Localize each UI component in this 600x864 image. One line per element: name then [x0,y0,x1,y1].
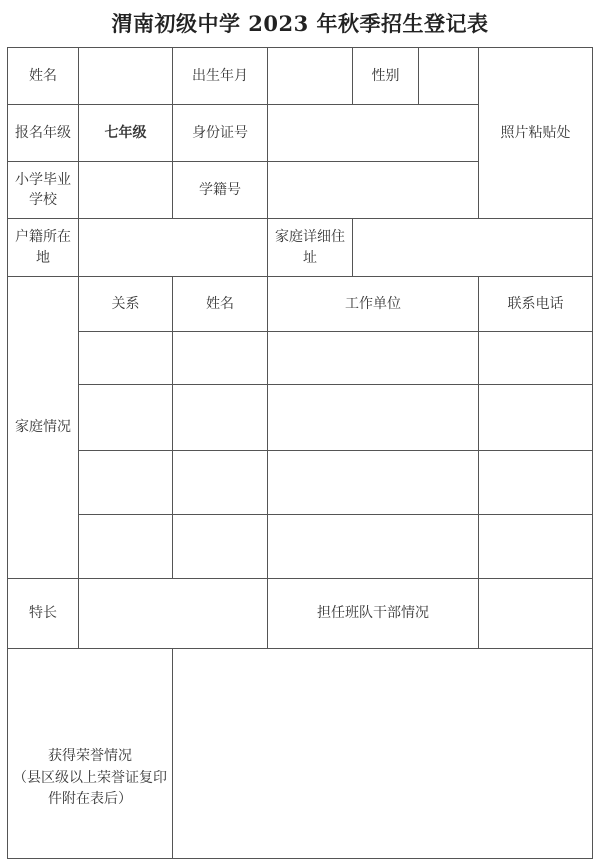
family-label: 家庭情况 [8,277,79,579]
id-number-field[interactable] [268,105,479,162]
family-cell[interactable] [79,332,173,385]
talent-label: 特长 [8,579,79,649]
family-cell[interactable] [173,451,268,515]
family-cell[interactable] [268,385,479,451]
id-number-label: 身份证号 [173,105,268,162]
birth-field[interactable] [268,48,353,105]
family-cell[interactable] [79,451,173,515]
family-cell[interactable] [268,515,479,579]
primary-school-label: 小学毕业学校 [8,162,79,219]
family-header-phone: 联系电话 [479,277,593,332]
talent-field[interactable] [79,579,268,649]
family-cell[interactable] [479,385,593,451]
hukou-field[interactable] [79,219,268,277]
gender-field[interactable] [419,48,479,105]
family-cell[interactable] [479,451,593,515]
grade-value: 七年级 [79,105,173,162]
gender-label: 性别 [353,48,419,105]
primary-school-field[interactable] [79,162,173,219]
photo-area: 照片粘贴处 [479,48,593,219]
family-cell[interactable] [268,451,479,515]
honors-label-cell [8,649,173,859]
family-cell[interactable] [79,515,173,579]
birth-label: 出生年月 [173,48,268,105]
family-header-relation: 关系 [79,277,173,332]
address-field[interactable] [353,219,593,277]
family-header-work: 工作单位 [268,277,479,332]
family-cell[interactable] [268,332,479,385]
family-cell[interactable] [173,385,268,451]
cadre-label: 担任班队干部情况 [268,579,479,649]
cadre-field[interactable] [479,579,593,649]
grade-label: 报名年级 [8,105,79,162]
registration-form-table [7,47,593,859]
family-cell[interactable] [479,332,593,385]
family-cell[interactable] [173,515,268,579]
name-label: 姓名 [8,48,79,105]
honors-field[interactable] [173,649,593,859]
student-no-label: 学籍号 [173,162,268,219]
family-cell[interactable] [479,515,593,579]
student-no-field[interactable] [268,162,479,219]
form-title: 渭南初级中学 2023 年秋季招生登记表 [111,11,489,36]
family-header-name: 姓名 [173,277,268,332]
family-cell[interactable] [173,332,268,385]
address-label: 家庭详细住址 [268,219,353,277]
family-cell[interactable] [79,385,173,451]
honors-label: 获得荣誉情况 [48,747,132,764]
honors-note: （县区级以上荣誉证复印件附在表后） [13,769,167,808]
hukou-label: 户籍所在地 [8,219,79,277]
name-field[interactable] [79,48,173,105]
